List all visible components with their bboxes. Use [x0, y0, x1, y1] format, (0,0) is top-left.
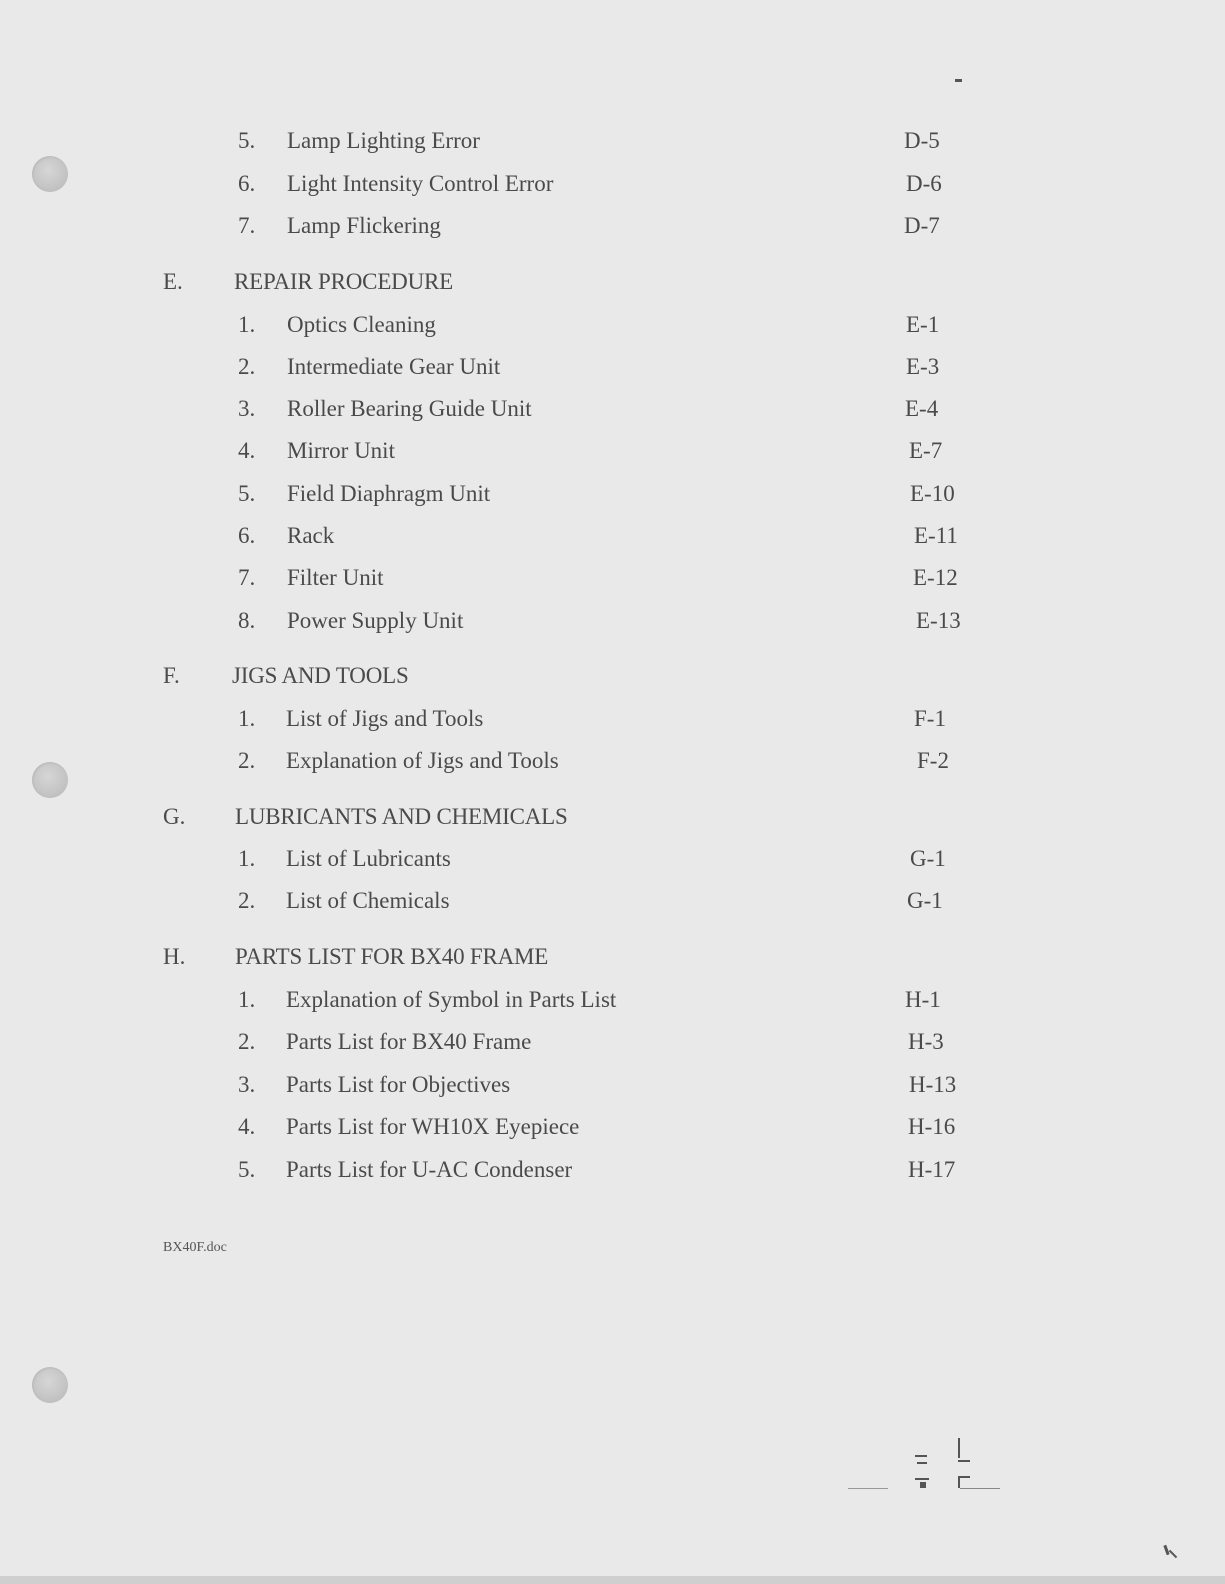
scan-speck: [960, 1488, 1000, 1489]
toc-item: [0, 211, 1225, 241]
section-heading: [0, 661, 1225, 691]
document-filename: BX40F.doc: [163, 1240, 227, 1255]
item-title: Lamp Lighting Error: [287, 128, 480, 153]
item-page: H-17: [908, 1157, 956, 1182]
scan-edge: [0, 1576, 1225, 1584]
section-title: REPAIR PROCEDURE: [234, 269, 453, 294]
item-page: E-12: [913, 565, 958, 590]
scan-speck: [915, 1455, 927, 1457]
section-title: LUBRICANTS AND CHEMICALS: [235, 804, 568, 829]
item-number: 1.: [238, 706, 256, 731]
section-heading: [0, 802, 1225, 832]
toc-item: [0, 310, 1225, 340]
item-page: H-13: [909, 1072, 957, 1097]
toc-item: [0, 352, 1225, 382]
scan-speck: [958, 1460, 970, 1462]
item-number: 2.: [238, 888, 256, 913]
section-title: JIGS AND TOOLS: [232, 663, 409, 688]
scan-speck: [920, 1482, 926, 1488]
toc-item: [0, 1027, 1225, 1057]
item-page: E-10: [910, 481, 955, 506]
item-page: E-4: [905, 396, 939, 421]
item-page: H-3: [908, 1029, 944, 1054]
item-title: Field Diaphragm Unit: [287, 481, 491, 506]
item-number: 5.: [238, 1157, 256, 1182]
section-title: PARTS LIST FOR BX40 FRAME: [235, 944, 549, 969]
item-page: H-1: [905, 987, 941, 1012]
item-page: D-6: [906, 171, 942, 196]
item-title: Parts List for Objectives: [286, 1072, 511, 1097]
toc-item: [0, 704, 1225, 734]
item-page: E-11: [914, 523, 958, 548]
item-number: 2.: [238, 354, 256, 379]
item-page: H-16: [908, 1114, 956, 1139]
section-heading: [0, 267, 1225, 297]
toc-item: [0, 563, 1225, 593]
toc-item: [0, 1070, 1225, 1100]
item-number: 2.: [238, 1029, 256, 1054]
toc-item: [0, 746, 1225, 776]
item-page: G-1: [907, 888, 943, 913]
item-number: 1.: [238, 987, 256, 1012]
section-letter: G.: [163, 804, 186, 829]
toc-item: [0, 394, 1225, 424]
toc-item: [0, 1155, 1225, 1185]
item-number: 7.: [238, 213, 256, 238]
item-page: E-1: [906, 312, 940, 337]
item-page: E-3: [906, 354, 940, 379]
scan-speck: [917, 1462, 927, 1464]
punch-hole: [32, 1367, 68, 1403]
toc-item: [0, 479, 1225, 509]
item-page: G-1: [910, 846, 946, 871]
item-title: Explanation of Jigs and Tools: [286, 748, 559, 773]
item-number: 3.: [238, 396, 256, 421]
section-letter: H.: [163, 944, 186, 969]
item-number: 2.: [238, 748, 256, 773]
toc-item: [0, 844, 1225, 874]
scan-speck: [915, 1478, 929, 1480]
item-title: Filter Unit: [287, 565, 384, 590]
item-number: 1.: [238, 312, 256, 337]
item-title: Roller Bearing Guide Unit: [287, 396, 532, 421]
scan-speck: [958, 1438, 960, 1458]
item-title: Power Supply Unit: [287, 608, 464, 633]
item-number: 8.: [238, 608, 256, 633]
section-letter: F.: [163, 663, 180, 688]
toc-item: [0, 606, 1225, 636]
toc-item: [0, 436, 1225, 466]
item-title: Parts List for U-AC Condenser: [286, 1157, 573, 1182]
item-title: Light Intensity Control Error: [287, 171, 554, 196]
item-title: List of Lubricants: [286, 846, 451, 871]
toc-item: [0, 521, 1225, 551]
scan-speck: [958, 1476, 970, 1478]
item-number: 5.: [238, 481, 256, 506]
section-heading: [0, 942, 1225, 972]
item-page: E-13: [916, 608, 961, 633]
item-number: 4.: [238, 438, 256, 463]
item-title: Rack: [287, 523, 335, 548]
item-number: 4.: [238, 1114, 256, 1139]
item-title: Parts List for BX40 Frame: [286, 1029, 532, 1054]
item-page: D-5: [904, 128, 940, 153]
item-page: E-7: [909, 438, 943, 463]
item-title: Parts List for WH10X Eyepiece: [286, 1114, 580, 1139]
item-page: F-2: [917, 748, 949, 773]
item-number: 7.: [238, 565, 256, 590]
item-title: List of Chemicals: [286, 888, 450, 913]
toc-item: [0, 1112, 1225, 1142]
item-number: 3.: [238, 1072, 256, 1097]
item-title: Optics Cleaning: [287, 312, 436, 337]
item-title: Explanation of Symbol in Parts List: [286, 987, 617, 1012]
item-number: 5.: [238, 128, 256, 153]
toc-item: [0, 126, 1225, 156]
item-title: List of Jigs and Tools: [286, 706, 484, 731]
item-number: 6.: [238, 523, 256, 548]
toc-item: [0, 985, 1225, 1015]
toc-item: [0, 886, 1225, 916]
toc-item: [0, 169, 1225, 199]
item-title: Lamp Flickering: [287, 213, 441, 238]
section-letter: E.: [163, 269, 183, 294]
item-page: F-1: [914, 706, 946, 731]
item-title: Intermediate Gear Unit: [287, 354, 501, 379]
item-title: Mirror Unit: [287, 438, 395, 463]
item-page: D-7: [904, 213, 940, 238]
scan-speck: [848, 1488, 888, 1489]
scan-speck: [1169, 1550, 1177, 1558]
item-number: 6.: [238, 171, 256, 196]
item-number: 1.: [238, 846, 256, 871]
